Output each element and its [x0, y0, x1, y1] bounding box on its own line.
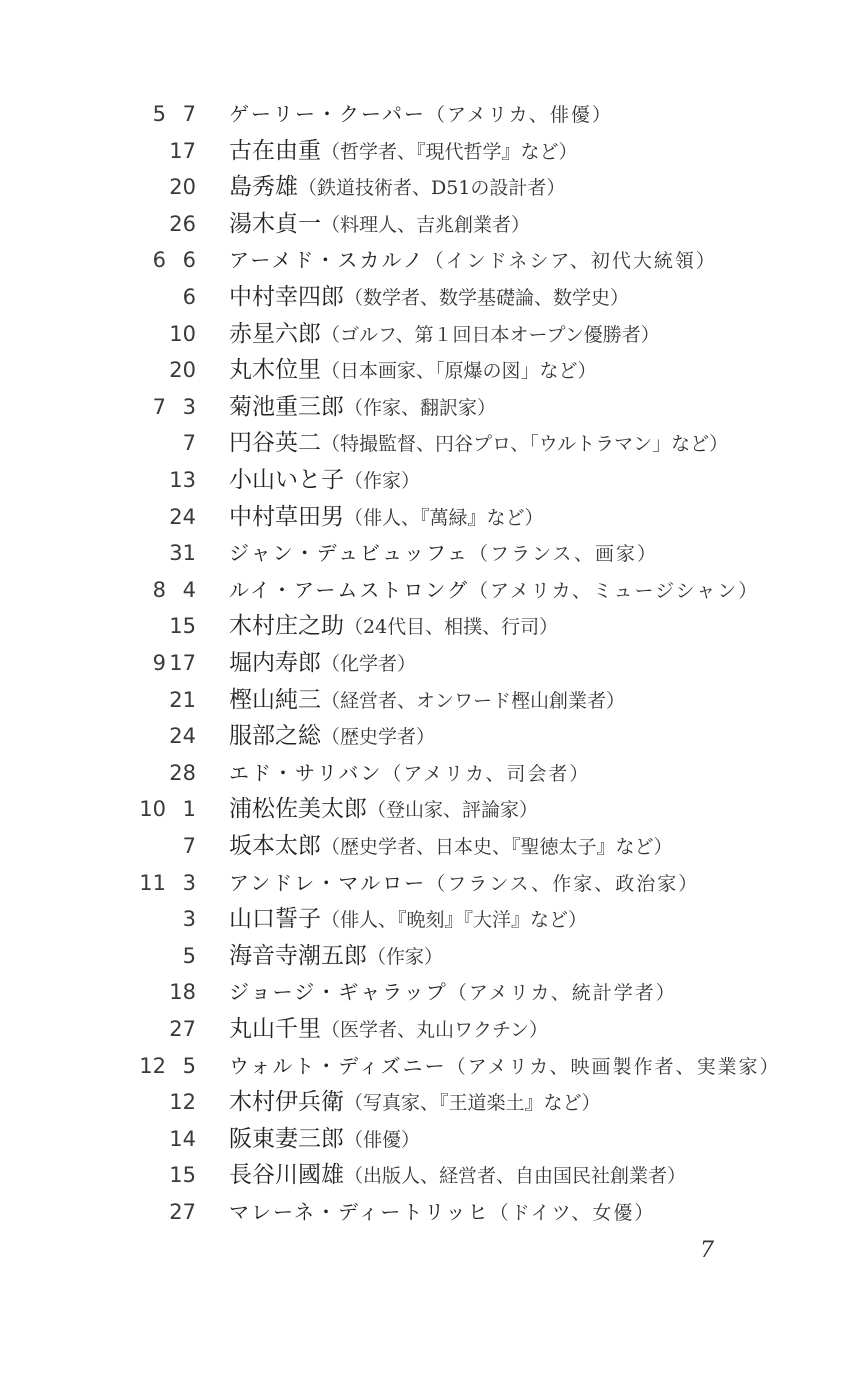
- entry-person: [229, 1084, 601, 1121]
- entry-row: [0, 316, 860, 352]
- entry-day: 27: [169, 1200, 196, 1224]
- entry-person: [229, 718, 435, 755]
- entry-day: 4: [182, 577, 196, 602]
- entry-day: 21: [169, 687, 196, 712]
- entry-day: 20: [169, 175, 196, 200]
- entry-row: [0, 718, 860, 754]
- entry-row: [0, 535, 860, 571]
- entry-month: 12: [139, 1053, 166, 1078]
- entry-row: [0, 828, 860, 864]
- entry-note: （アメリカ、司会者）: [382, 762, 591, 785]
- entry-name: 島秀雄: [229, 174, 298, 201]
- entry-row: [0, 206, 860, 242]
- entry-day: 20: [169, 358, 196, 383]
- entry-name: ジョージ・ギャラップ: [229, 980, 448, 1005]
- entry-person: [229, 279, 629, 316]
- entry-day: 3: [182, 870, 196, 895]
- entry-day: 31: [169, 541, 196, 566]
- entry-person: [229, 755, 590, 792]
- entry-note: （数学者、数学基礎論、数学史）: [344, 287, 630, 309]
- entry-day: 12: [169, 1090, 196, 1115]
- entry-note: （料理人、吉兆創業者）: [321, 213, 531, 236]
- entry-person: [229, 462, 420, 499]
- entry-note: （俳人、『晩刻』『大洋』など）: [321, 909, 588, 932]
- entry-day: 18: [169, 980, 196, 1005]
- entry-row: [0, 755, 860, 791]
- entry-row: [0, 96, 860, 132]
- entry-person: [229, 974, 677, 1011]
- entry-name: 浦松佐美太郎: [229, 796, 367, 823]
- entry-day: 17: [169, 138, 196, 163]
- entry-name: 円谷英二: [229, 430, 321, 457]
- entry-row: [0, 133, 860, 169]
- entry-row: [0, 1011, 860, 1047]
- entry-day: 5: [182, 943, 196, 968]
- entry-note: （哲学者、『現代哲学』など）: [321, 140, 578, 163]
- entry-name: 長谷川國雄: [229, 1162, 344, 1189]
- entry-person: [229, 938, 443, 975]
- entry-note: （作家）: [344, 470, 421, 492]
- entry-row: [0, 1084, 860, 1120]
- entry-name: 小山いと子: [229, 467, 344, 493]
- entry-person: [229, 865, 699, 902]
- entry-person: [229, 572, 759, 609]
- entry-name: ウォルト・ディズニー: [229, 1053, 447, 1078]
- entry-month: 11: [139, 870, 166, 895]
- entry-name: 阪東妻三郎: [229, 1125, 344, 1152]
- entry-person: [229, 901, 587, 938]
- entry-day: 15: [169, 1163, 196, 1188]
- entry-note: （フランス、画家）: [469, 543, 659, 566]
- entry-row: [0, 608, 860, 644]
- entry-name: マレーネ・ディートリッヒ: [229, 1200, 490, 1224]
- entry-row: [0, 938, 860, 974]
- entry-name: 木村伊兵衛: [229, 1089, 344, 1116]
- entry-day: 6: [182, 285, 196, 309]
- entry-name: エド・サリバン: [229, 760, 383, 785]
- entry-month: 5: [152, 102, 166, 126]
- entry-note: （写真家、『王道楽土』など）: [344, 1092, 601, 1115]
- entry-name: 坂本太郎: [229, 833, 321, 859]
- entry-note: （作家）: [367, 945, 444, 968]
- entry-day: 17: [169, 651, 196, 675]
- entry-person: [229, 206, 530, 243]
- entry-note: （俳人、『萬緑』など）: [344, 506, 544, 529]
- entry-row: [0, 425, 860, 461]
- entry-day: 3: [182, 394, 196, 419]
- entry-note: （化学者）: [321, 653, 417, 675]
- entry-person: [229, 499, 544, 536]
- entry-note: （歴史学者）: [321, 726, 436, 749]
- entry-row: [0, 901, 860, 937]
- entry-note: （アメリカ、映画製作者、実業家）: [446, 1055, 781, 1078]
- entry-note: （登山家、評論家）: [367, 799, 539, 822]
- entry-day: 28: [169, 760, 196, 785]
- entry-person: [229, 1194, 655, 1231]
- entry-note: （ゴルフ、第１回日本オープン優勝者）: [321, 323, 660, 346]
- entry-person: [229, 535, 658, 572]
- entry-row: [0, 1157, 860, 1193]
- entry-name: 古在由重: [229, 137, 321, 164]
- entry-day: 5: [182, 1053, 196, 1078]
- entry-person: [229, 682, 625, 719]
- entry-note: （24代目、相撲、行司）: [344, 616, 559, 639]
- entry-month: 8: [152, 577, 166, 602]
- entry-person: [229, 316, 660, 353]
- entry-person: [229, 242, 717, 279]
- entry-row: [0, 242, 860, 278]
- entry-note: （アメリカ、統計学者）: [447, 982, 677, 1005]
- entry-person: [229, 791, 538, 828]
- entry-row: [0, 645, 860, 681]
- entry-row: [0, 499, 860, 535]
- entry-name: 丸山千里: [229, 1016, 321, 1042]
- entry-day: 13: [169, 468, 196, 492]
- entry-row: [0, 352, 860, 388]
- entry-person: [229, 1048, 781, 1085]
- entry-note: （経営者、オンワード樫山創業者）: [321, 689, 626, 712]
- entry-row: [0, 389, 860, 425]
- entry-row: [0, 1194, 860, 1230]
- entry-name: アーメド・スカルノ: [229, 248, 425, 273]
- entry-row: [0, 865, 860, 901]
- entry-month: 10: [139, 797, 166, 822]
- entry-person: [229, 352, 597, 389]
- entry-note: （インドネシア、初代大統領）: [424, 250, 717, 273]
- entry-row: [0, 974, 860, 1010]
- entry-note: （アメリカ、ミュージシャン）: [469, 579, 760, 602]
- entry-person: [229, 96, 613, 133]
- entry-day: 26: [169, 211, 196, 236]
- entry-note: （フランス、作家、政治家）: [426, 872, 700, 895]
- entry-name: 菊池重三郎: [229, 393, 344, 420]
- entry-person: [229, 645, 416, 682]
- entry-day: 7: [182, 102, 196, 126]
- entry-name: ジャン・デュビュッフェ: [229, 541, 469, 566]
- entry-name: ゲーリー・クーパー: [229, 102, 426, 126]
- entry-person: [229, 1121, 420, 1158]
- entry-person: [229, 828, 673, 865]
- page-number: 7: [700, 1238, 714, 1263]
- entry-person: [229, 1011, 548, 1048]
- entry-name: ルイ・アームストロング: [229, 577, 469, 602]
- entry-note: （アメリカ、俳優）: [426, 104, 613, 126]
- entry-person: [229, 1157, 686, 1194]
- entry-name: 中村幸四郎: [229, 284, 344, 310]
- entry-day: 6: [182, 248, 196, 273]
- entry-month: 7: [152, 394, 166, 419]
- entry-row: [0, 279, 860, 315]
- entry-note: （俳優）: [344, 1128, 421, 1151]
- entry-name: アンドレ・マルロー: [229, 870, 427, 895]
- entry-day: 3: [182, 907, 196, 932]
- entry-day: 7: [182, 431, 196, 456]
- entry-name: 服部之総: [229, 723, 321, 750]
- entry-name: 湯木貞一: [229, 210, 321, 237]
- entry-name: 堀内寿郎: [229, 650, 321, 676]
- entry-row: [0, 1048, 860, 1084]
- entry-day: 24: [169, 504, 196, 529]
- entry-note: （ドイツ、女優）: [489, 1202, 656, 1224]
- entry-note: （鉄道技術者、D51の設計者）: [298, 177, 566, 200]
- entry-day: 24: [169, 724, 196, 749]
- entry-row: [0, 572, 860, 608]
- entry-note: （歴史学者、日本史、『聖徳太子』など）: [321, 836, 673, 858]
- entry-name: 海音寺潮五郎: [229, 942, 367, 969]
- entry-row: [0, 791, 860, 827]
- entry-name: 丸木位里: [229, 357, 321, 384]
- entry-day: 10: [169, 321, 196, 346]
- entry-name: 山口誓子: [229, 906, 321, 933]
- entry-row: [0, 462, 860, 498]
- entry-day: 14: [169, 1126, 196, 1151]
- entry-row: [0, 1121, 860, 1157]
- entry-name: 木村庄之助: [229, 613, 344, 640]
- entry-note: （特撮監督、円谷プロ、「ウルトラマン」など）: [321, 433, 729, 456]
- entry-month: 6: [152, 248, 166, 273]
- entry-day: 15: [169, 614, 196, 639]
- entry-person: [229, 425, 728, 462]
- entry-name: 中村草田男: [229, 503, 344, 530]
- entry-row: [0, 682, 860, 718]
- entry-row: [0, 169, 860, 205]
- entry-person: [229, 169, 565, 206]
- entry-person: [229, 389, 496, 426]
- entry-note: （出版人、経営者、自由国民社創業者）: [344, 1165, 687, 1188]
- entry-day: 27: [169, 1017, 196, 1041]
- entry-note: （作家、翻訳家）: [344, 396, 497, 419]
- entry-note: （医学者、丸山ワクチン）: [321, 1019, 549, 1041]
- entry-note: （日本画家、「原爆の図」など）: [321, 360, 597, 383]
- entry-month: 9: [152, 651, 166, 675]
- entry-name: 樫山純三: [229, 686, 321, 713]
- entry-person: [229, 608, 558, 645]
- entry-day: 7: [182, 834, 196, 858]
- entry-person: [229, 133, 578, 170]
- entry-name: 赤星六郎: [229, 320, 321, 347]
- entry-day: 1: [182, 797, 196, 822]
